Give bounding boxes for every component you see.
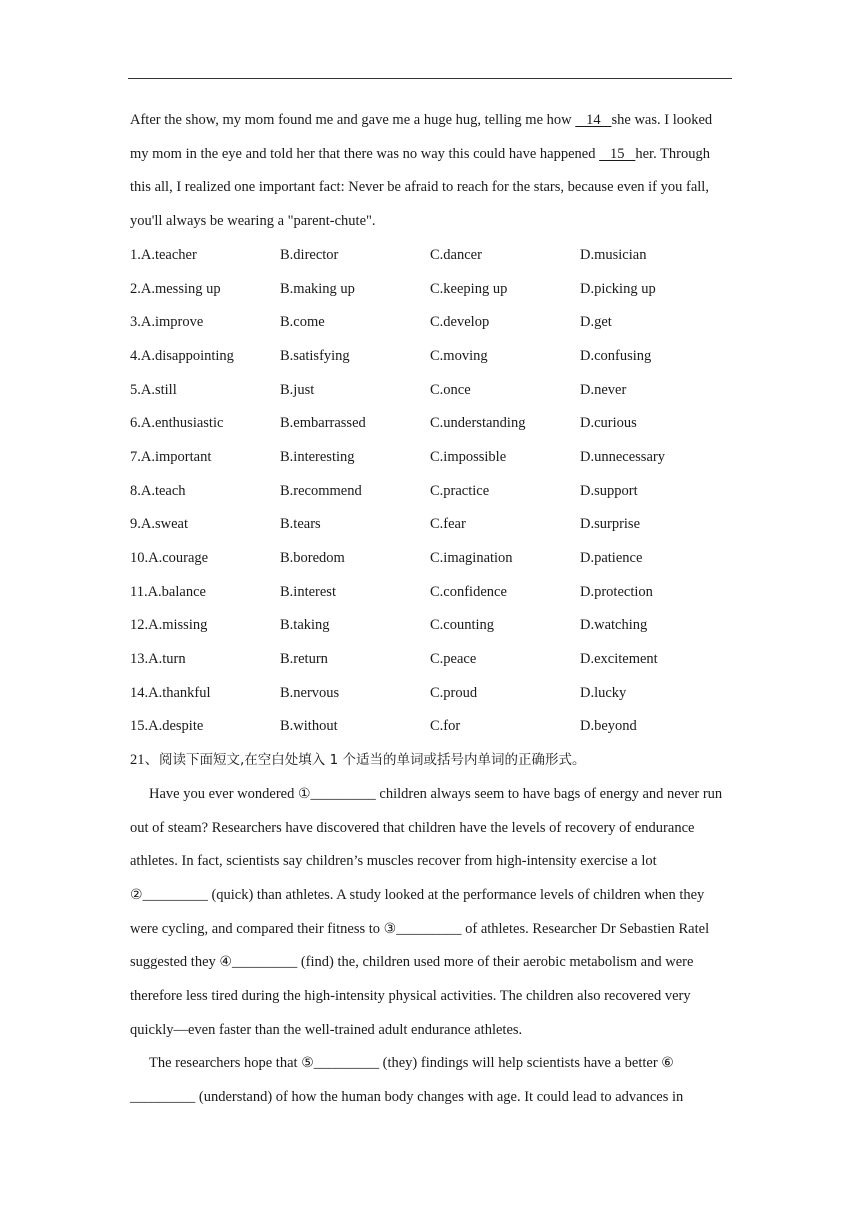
p1-text-5: _________ (find) the, children used more of their aerobic metabolism and were therefore less tired during the high-intensity physical activities. The children also recovered very quickly—even faster than the well-trained adult endurance athletes. <box>130 954 694 1038</box>
option-b: B.interest <box>280 583 336 600</box>
p1-text-2: _________ children always seem to have bags of energy and never run out of steam? Researchers have discovered that children have the levels of recovery of endurance athletes. In fact, scientists say children’s muscles recover from high-intensity exercise a lot <box>130 785 723 870</box>
option-b: B.making up <box>280 280 355 297</box>
option-a: 5.A.still <box>130 381 177 398</box>
option-b: B.return <box>280 651 328 668</box>
option-d: D.curious <box>580 415 637 432</box>
option-row <box>130 273 732 307</box>
option-d: D.lucky <box>580 684 627 701</box>
option-c: C.keeping up <box>430 280 508 297</box>
option-b: B.come <box>280 314 325 331</box>
passage-text-2: she was. I looked my mom in the eye and told her that there was no way this could have happened <box>130 112 713 162</box>
section-21-heading <box>130 744 732 778</box>
option-d: D.watching <box>580 617 648 634</box>
option-a: 12.A.missing <box>130 617 208 634</box>
option-c: C.practice <box>430 482 490 499</box>
marker-1: ① <box>297 785 311 802</box>
option-b: B.satisfying <box>280 347 350 364</box>
option-d: D.surprise <box>580 516 641 533</box>
p2-text-1: The researchers hope that <box>149 1055 302 1072</box>
p1-text-3: _________ (quick) than athletes. A study looked at the performance levels of children when they were cycling, and compared their fitness to <box>130 886 705 937</box>
option-b: B.tears <box>280 516 321 533</box>
marker-3: ③ <box>383 920 397 937</box>
option-b: B.embarrassed <box>280 415 366 432</box>
page-content <box>130 104 732 1115</box>
option-c: C.develop <box>430 314 490 331</box>
option-b: B.nervous <box>280 684 340 701</box>
option-row <box>130 643 732 677</box>
passage-end-paragraph <box>130 104 732 239</box>
option-row <box>130 441 732 475</box>
option-a: 11.A.balance <box>130 583 206 600</box>
option-c: C.peace <box>430 651 477 668</box>
option-b: B.recommend <box>280 482 362 499</box>
option-c: C.dancer <box>430 246 482 263</box>
blank-14: 14 <box>575 112 612 128</box>
section-number: 21、 <box>130 752 159 769</box>
option-b: B.director <box>280 246 339 263</box>
cloze-paragraph-2 <box>130 1047 732 1114</box>
option-row <box>130 542 732 576</box>
option-row <box>130 609 732 643</box>
cloze-paragraph-1 <box>130 778 732 1048</box>
option-row <box>130 239 732 273</box>
option-a: 15.A.despite <box>130 718 204 735</box>
option-a: 10.A.courage <box>130 550 209 566</box>
option-c: C.understanding <box>430 415 526 432</box>
option-c: C.imagination <box>430 550 513 566</box>
option-c: C.proud <box>430 684 478 701</box>
option-row <box>130 576 732 610</box>
option-d: D.musician <box>580 246 647 263</box>
option-c: C.moving <box>430 347 488 364</box>
option-a: 7.A.important <box>130 448 212 465</box>
option-row <box>130 508 732 542</box>
option-c: C.for <box>430 718 461 735</box>
section-instruction: 阅读下面短文,在空白处填入 1 个适当的单词或括号内单词的正确形式。 <box>159 752 586 769</box>
header-rule <box>128 78 732 79</box>
passage-text-1: After the show, my mom found me and gave me a huge hug, telling me how <box>130 112 576 128</box>
option-d: D.protection <box>580 583 653 600</box>
option-d: D.support <box>580 482 638 499</box>
option-a: 3.A.improve <box>130 314 204 331</box>
option-row <box>130 677 732 711</box>
marker-5: ⑤ <box>301 1055 314 1072</box>
option-row <box>130 407 732 441</box>
p1-text-1: Have you ever wondered <box>149 785 298 802</box>
option-b: B.without <box>280 718 338 735</box>
option-d: D.beyond <box>580 718 637 735</box>
p2-text-2: _________ (they) findings will help scientists have a better <box>313 1055 662 1072</box>
option-row <box>130 340 732 374</box>
option-a: 9.A.sweat <box>130 516 188 533</box>
option-row <box>130 306 732 340</box>
option-d: D.unnecessary <box>580 448 665 465</box>
option-a: 13.A.turn <box>130 651 186 668</box>
option-b: B.boredom <box>280 550 345 566</box>
p1-text-4: _________ of athletes. Researcher Dr Sebastien Ratel suggested they <box>130 920 710 971</box>
option-d: D.never <box>580 381 627 398</box>
passage-text-3: her. Through this all, I realized one important fact: Never be afraid to reach for the stars, because even if you fall, you'll always be wearing a "parent-chute". <box>130 145 710 230</box>
p2-text-3: _________ (understand) of how the human body changes with age. It could lead to advances in <box>130 1089 684 1106</box>
options-table <box>130 239 732 744</box>
option-row <box>130 710 732 744</box>
option-a: 6.A.enthusiastic <box>130 415 224 432</box>
marker-2: ② <box>130 886 143 903</box>
option-a: 4.A.disappointing <box>130 347 234 364</box>
marker-6: ⑥ <box>661 1055 674 1072</box>
option-row <box>130 374 732 408</box>
option-d: D.picking up <box>580 280 656 297</box>
option-c: C.counting <box>430 617 495 634</box>
option-d: D.confusing <box>580 347 652 364</box>
option-a: 1.A.teacher <box>130 246 197 263</box>
option-c: C.fear <box>430 516 466 533</box>
option-d: D.patience <box>580 550 643 566</box>
option-a: 14.A.thankful <box>130 684 211 701</box>
option-b: B.interesting <box>280 448 355 465</box>
option-c: C.confidence <box>430 583 507 600</box>
option-c: C.once <box>430 381 471 398</box>
option-c: C.impossible <box>430 448 507 465</box>
option-a: 8.A.teach <box>130 482 186 499</box>
option-row <box>130 475 732 509</box>
blank-15: 15 <box>599 145 636 162</box>
option-a: 2.A.messing up <box>130 280 221 297</box>
option-b: B.taking <box>280 617 330 634</box>
marker-4: ④ <box>219 954 232 971</box>
option-d: D.get <box>580 314 612 331</box>
option-d: D.excitement <box>580 651 658 668</box>
option-b: B.just <box>280 381 315 398</box>
